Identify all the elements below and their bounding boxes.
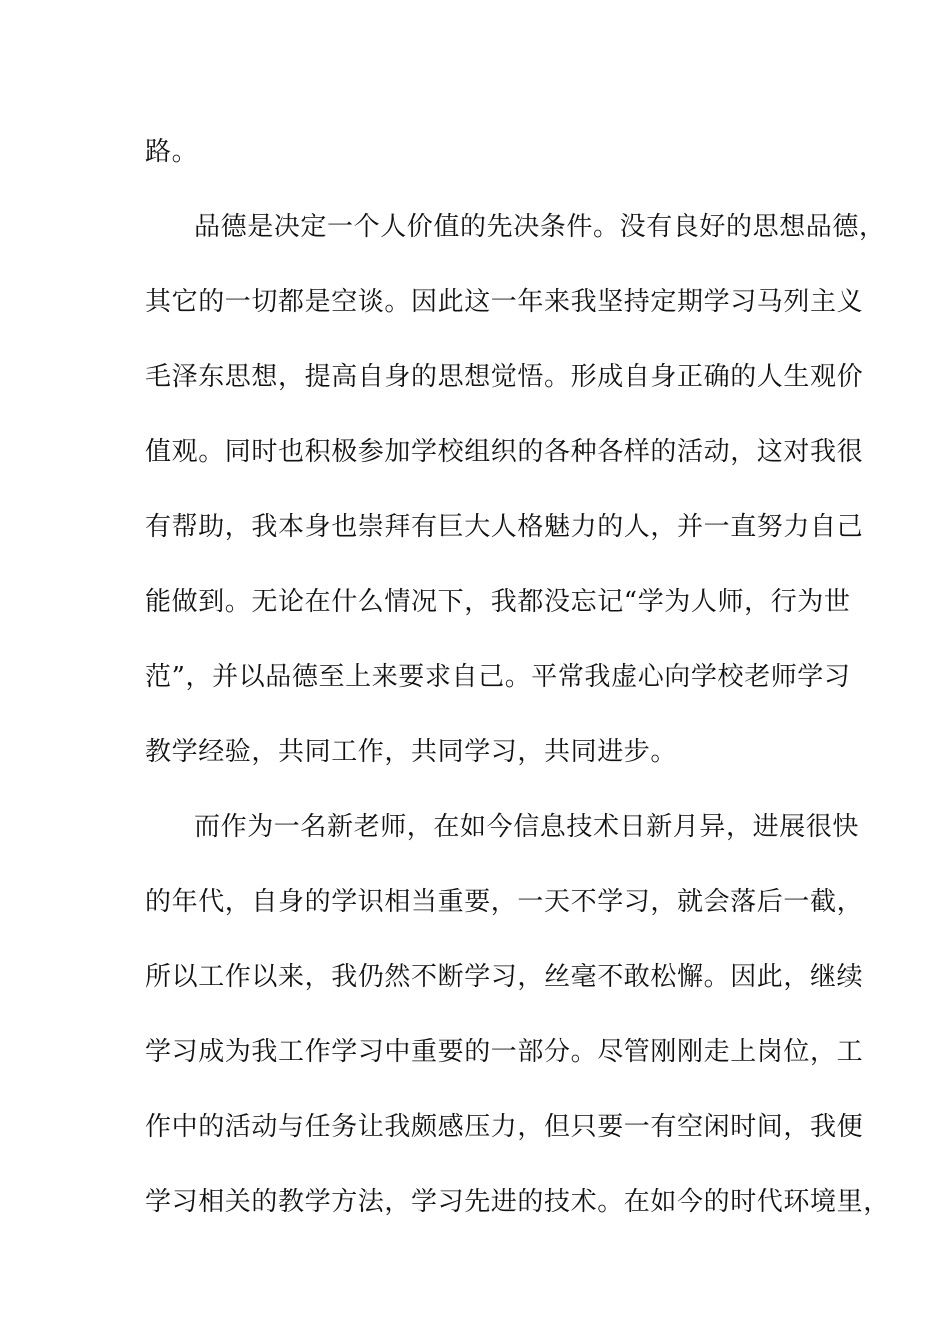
text-line: 范”，并以品德至上来要求自己。平常我虚心向学校老师学习 <box>145 662 851 692</box>
text-line: 毛泽东思想，提高自身的思想觉悟。形成自身正确的人生观价 <box>145 362 864 392</box>
text-line: 值观。同时也积极参加学校组织的各种各样的活动，这对我很 <box>145 437 864 467</box>
paragraph-start-line: 品德是决定一个人价值的先决条件。没有良好的思想品德， <box>194 212 886 242</box>
text-line: 的年代，自身的学识相当重要，一天不学习，就会落后一截， <box>145 887 864 917</box>
text-line: 学习相关的教学方法，学习先进的技术。在如今的时代环境里， <box>145 1187 890 1217</box>
text-line: 路。 <box>145 137 199 167</box>
text-line: 教学经验，共同工作，共同学习，共同进步。 <box>145 737 678 767</box>
text-line: 学习成为我工作学习中重要的一部分。尽管刚刚走上岗位，工 <box>145 1037 864 1067</box>
paragraph-start-line: 而作为一名新老师，在如今信息技术日新月异，进展很快 <box>194 812 860 842</box>
text-line: 能做到。无论在什么情况下，我都没忘记“学为人师，行为世 <box>145 587 851 617</box>
text-line: 所以工作以来，我仍然不断学习，丝毫不敢松懈。因此，继续 <box>145 962 864 992</box>
text-line: 作中的活动与任务让我颇感压力，但只要一有空闲时间，我便 <box>145 1112 864 1142</box>
text-line: 其它的一切都是空谈。因此这一年来我坚持定期学习马列主义 <box>145 287 864 317</box>
text-line: 有帮助，我本身也崇拜有巨大人格魅力的人，并一直努力自己 <box>145 512 864 542</box>
